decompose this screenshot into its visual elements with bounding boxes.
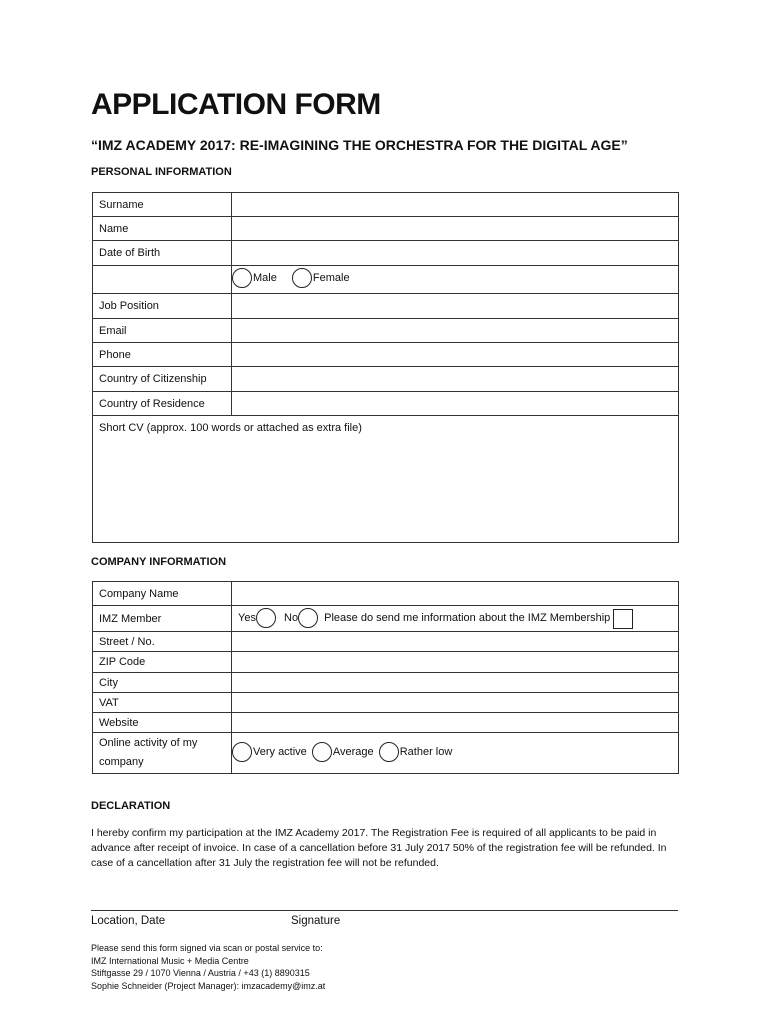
email-field[interactable] xyxy=(232,319,679,343)
street-label: Street / No. xyxy=(93,632,232,652)
page-title: APPLICATION FORM xyxy=(91,88,381,121)
website-field[interactable] xyxy=(232,713,679,733)
dob-field[interactable] xyxy=(232,241,679,266)
cv-field[interactable] xyxy=(93,416,679,543)
very-active-radio[interactable] xyxy=(232,742,252,762)
website-label: Website xyxy=(93,713,232,733)
cv-label: Short CV (approx. 100 words or attached as extra file) xyxy=(99,422,362,434)
street-field[interactable] xyxy=(232,632,679,652)
imz-member-options xyxy=(232,606,679,632)
job-field[interactable] xyxy=(232,294,679,319)
citizenship-field[interactable] xyxy=(232,367,679,392)
declaration-heading: DECLARATION xyxy=(91,800,171,812)
personal-info-heading: PERSONAL INFORMATION xyxy=(91,166,232,178)
vat-label: VAT xyxy=(93,693,232,713)
female-label: Female xyxy=(312,272,350,284)
phone-label: Phone xyxy=(93,343,232,367)
gender-label-cell xyxy=(93,266,232,294)
city-label: City xyxy=(93,673,232,693)
phone-field[interactable] xyxy=(232,343,679,367)
vat-field[interactable] xyxy=(232,693,679,713)
footer-line: Sophie Schneider (Project Manager): imzacademy@imz.at xyxy=(91,980,326,991)
surname-label: Surname xyxy=(93,193,232,217)
city-field[interactable] xyxy=(232,673,679,693)
citizenship-label: Country of Citizenship xyxy=(93,367,232,392)
online-activity-label: Online activity of my company xyxy=(93,733,232,774)
male-radio[interactable] xyxy=(232,268,252,288)
rather-low-radio[interactable] xyxy=(379,742,399,762)
location-date-label: Location, Date xyxy=(91,915,166,927)
gender-options xyxy=(232,266,679,294)
footer-line: Stiftgasse 29 / 1070 Vienna / Austria / +43 (1) 8890315 xyxy=(91,968,310,978)
personal-info-table xyxy=(92,192,679,543)
footer-contact xyxy=(91,942,325,992)
signature-label: Signature xyxy=(291,915,341,927)
residence-label: Country of Residence xyxy=(93,392,232,416)
very-active-label: Very active xyxy=(253,745,307,758)
no-radio[interactable] xyxy=(298,608,318,628)
female-radio[interactable] xyxy=(292,268,312,288)
average-label: Average xyxy=(332,745,374,758)
signature-line xyxy=(91,910,678,911)
imz-member-label: IMZ Member xyxy=(93,606,232,632)
declaration-text: I hereby confirm my participation at the IMZ Academy 2017. The Registration Fee is required of all applicants to be paid in advance after receipt of invoice. In case of a cancellation before 31 July 2017 50% of the registration fee will be refunded. In case of a cancellation after 31 July the registration fee will not be refunded. xyxy=(91,827,667,869)
name-label: Name xyxy=(93,217,232,241)
company-info-heading: COMPANY INFORMATION xyxy=(91,556,227,568)
dob-label: Date of Birth xyxy=(93,241,232,266)
company-info-table xyxy=(92,581,679,774)
page-subtitle: “IMZ ACADEMY 2017: RE-IMAGINING THE ORCHESTRA FOR THE DIGITAL AGE” xyxy=(91,137,628,153)
online-activity-options xyxy=(232,733,679,774)
yes-label: Yes xyxy=(238,612,256,625)
membership-info-checkbox[interactable] xyxy=(613,609,633,629)
no-label: No xyxy=(284,612,299,625)
membership-info-label: Please do send me information about the IMZ Membership xyxy=(324,612,611,625)
average-radio[interactable] xyxy=(312,742,332,762)
surname-field[interactable] xyxy=(232,193,679,217)
male-label: Male xyxy=(253,272,277,284)
job-label: Job Position xyxy=(93,294,232,319)
footer-line: Please send this form signed via scan or postal service to: xyxy=(91,943,323,953)
yes-radio[interactable] xyxy=(256,608,276,628)
zip-field[interactable] xyxy=(232,652,679,673)
company-name-field[interactable] xyxy=(232,582,679,606)
email-label: Email xyxy=(93,319,232,343)
name-field[interactable] xyxy=(232,217,679,241)
footer-line: IMZ International Music + Media Centre xyxy=(91,955,249,966)
residence-field[interactable] xyxy=(232,392,679,416)
rather-low-label: Rather low xyxy=(399,745,453,758)
company-name-label: Company Name xyxy=(93,582,232,606)
zip-label: ZIP Code xyxy=(93,652,232,673)
